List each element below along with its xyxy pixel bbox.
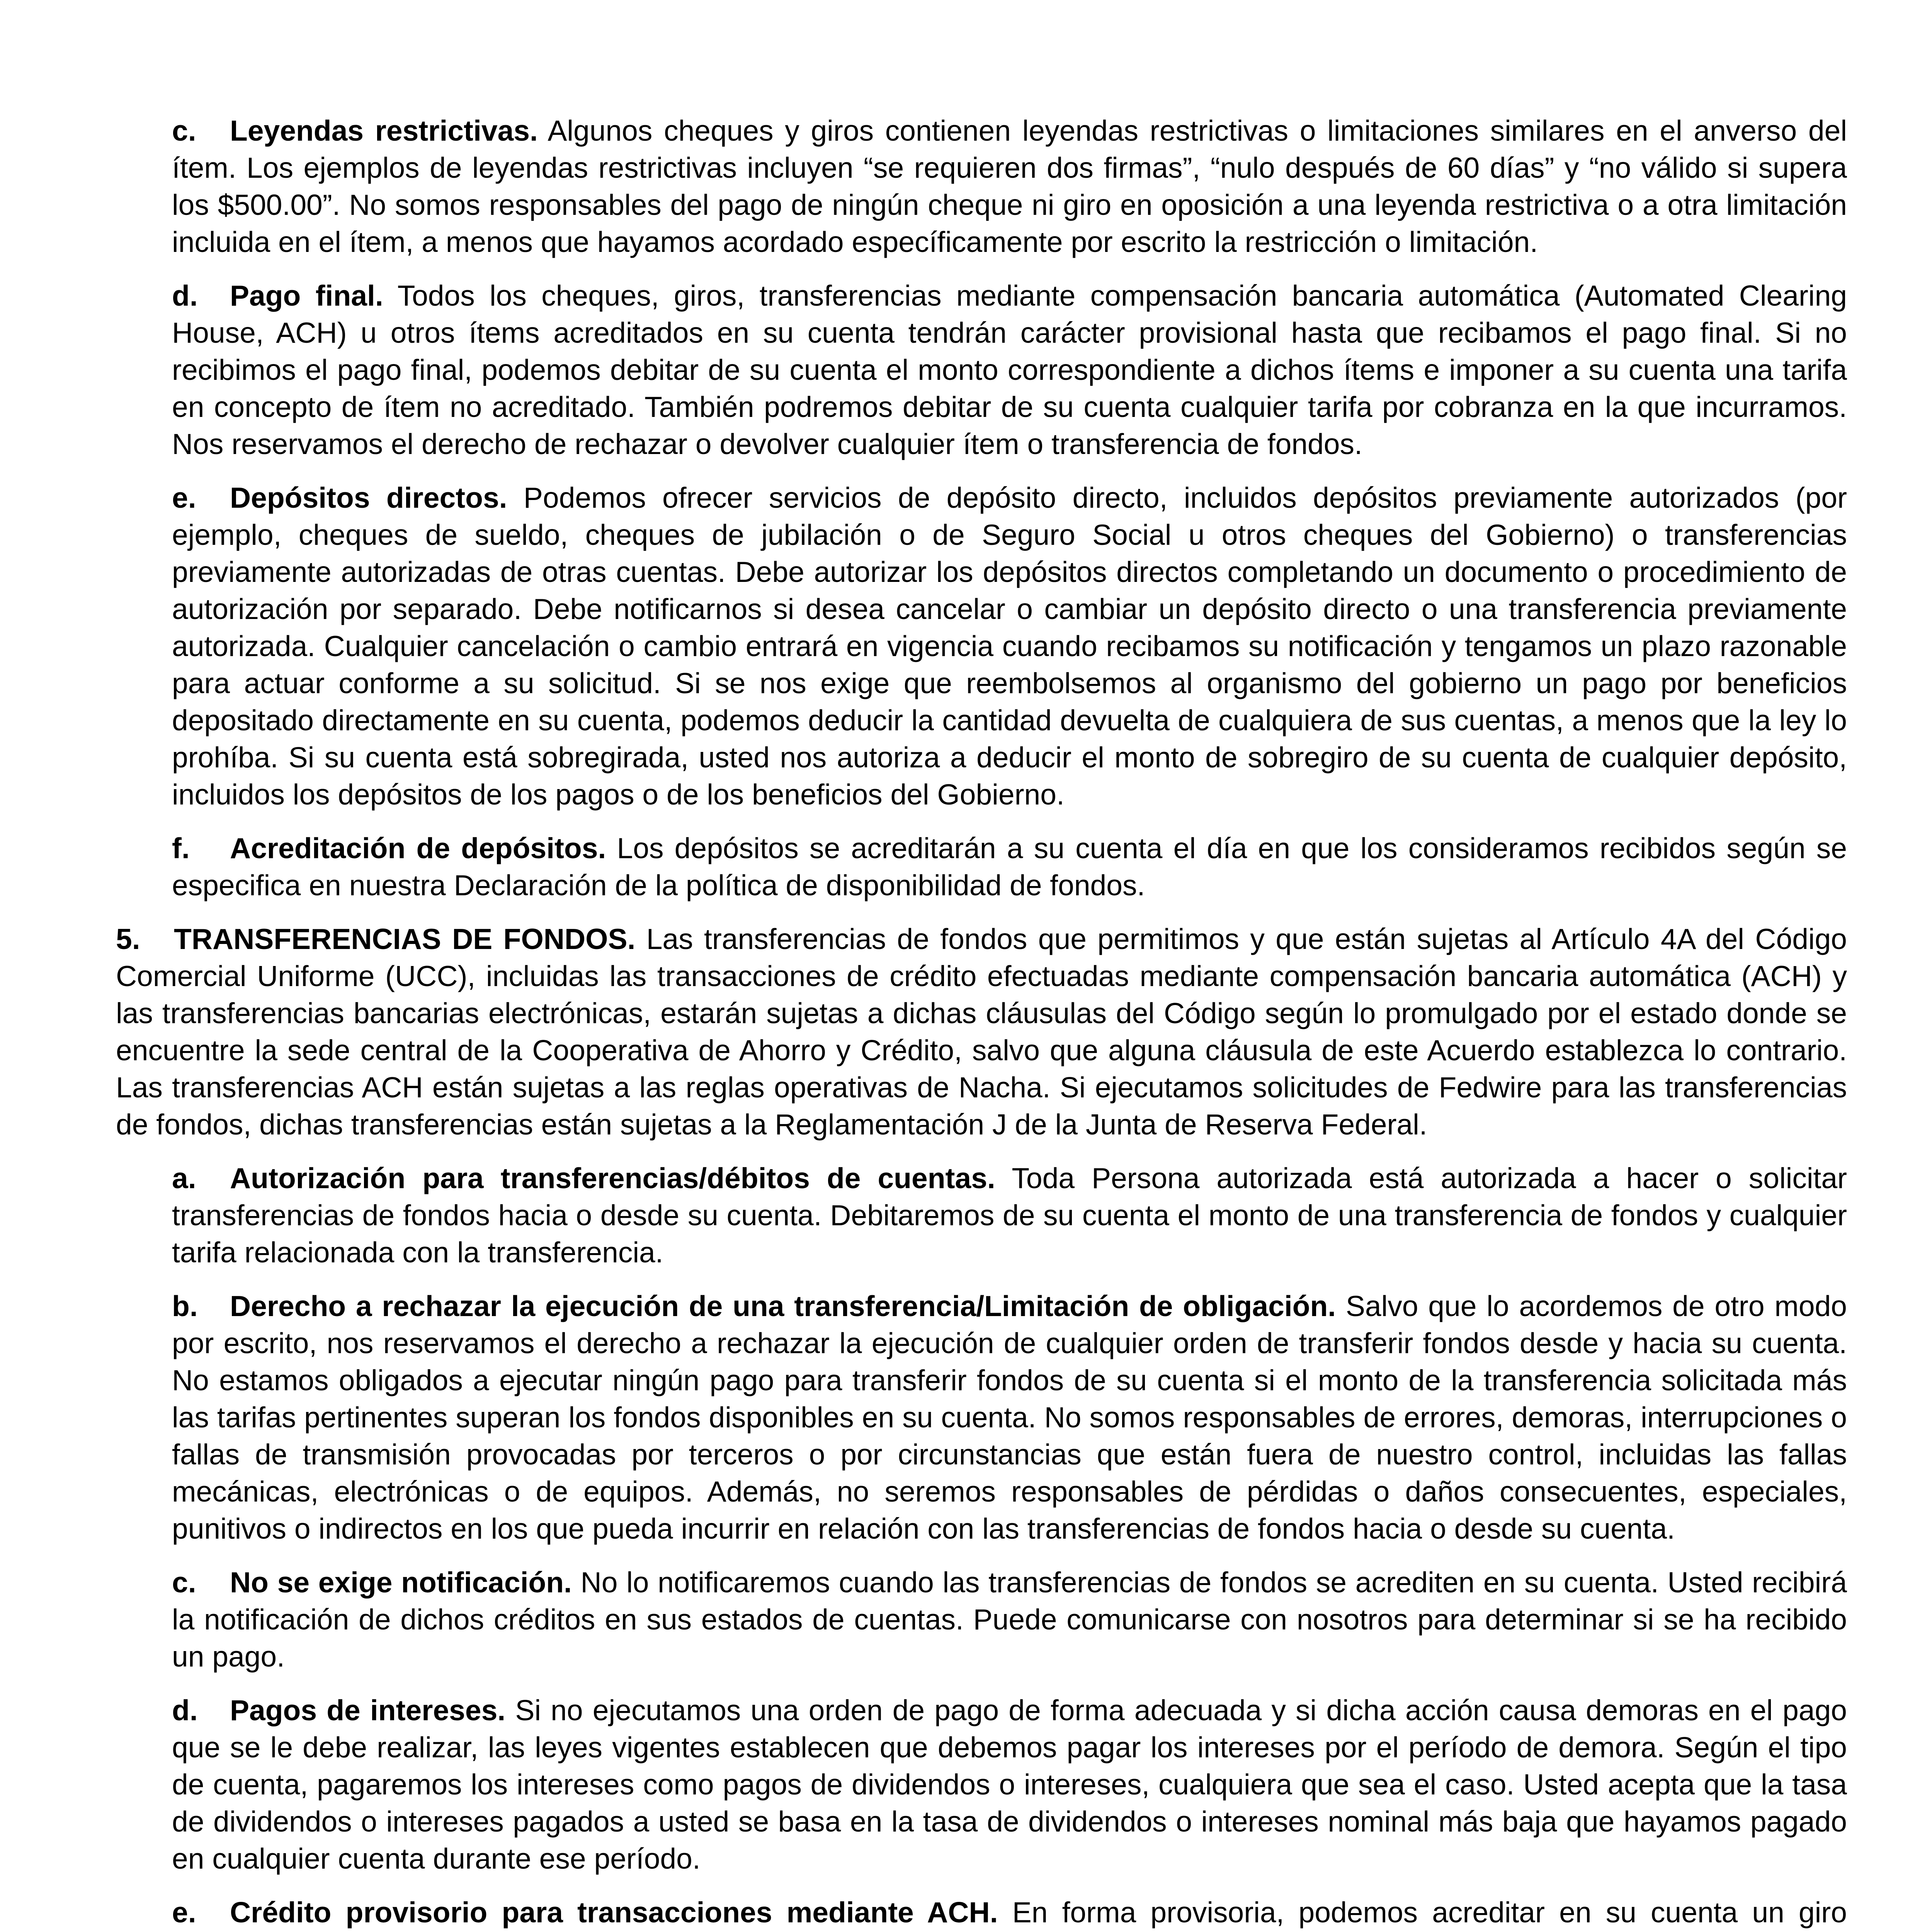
section-5-transferencias-de-fondos <box>116 920 1847 1143</box>
paragraph-5e-credito-provisorio <box>172 1894 1847 1932</box>
item-marker: d. <box>172 279 198 312</box>
paragraph-5d-pagos-de-intereses <box>172 1692 1847 1877</box>
item-marker: c. <box>172 1566 196 1599</box>
paragraph-text: En forma provisoria, podemos acreditar en su cuenta un giro <box>1012 1896 1847 1929</box>
document-body <box>116 112 1847 1932</box>
paragraph-heading: Derecho a rechazar la ejecución de una transferencia/Limitación de obligación. <box>230 1290 1336 1322</box>
paragraph-e-depositos-directos <box>172 479 1847 813</box>
section-heading: TRANSFERENCIAS DE FONDOS. <box>174 923 636 955</box>
item-marker: e. <box>172 481 196 514</box>
paragraph-text: Podemos ofrecer servicios de depósito directo, incluidos depósitos previamente autorizados (por ejemplo, cheques de sueldo, cheques de jubilación o de Seguro Social u otros cheques del Gobierno) o transferencias previamente autorizadas de otras cuentas. Debe autorizar los depósitos directos completando un documento o procedimiento de autorización por separado. Debe notificarnos si desea cancelar o cambiar un depósito directo o una transferencia previamente autorizada. Cualquier cancelación o cambio entrará en vigencia cuando recibamos su notificación y tengamos un plazo razonable para actuar conforme a su solicitud. Si se nos exige que reembolsemos al organismo del gobierno un pago por beneficios depositado directamente en su cuenta, podemos deducir la cantidad devuelta de cualquiera de sus cuentas, a menos que la ley lo prohíba. Si su cuenta está sobregirada, usted nos autoriza a deducir el monto de sobregiro de su cuenta de cualquier depósito, incluidos los depósitos de los pagos o de los beneficios del Gobierno. <box>172 481 1847 811</box>
paragraph-c-leyendas-restrictivas <box>172 112 1847 260</box>
paragraph-text: Toda Persona autorizada está autorizada a hacer o solicitar transferencias de fondos hacia o desde su cuenta. Debitaremos de su cuenta el monto de una transferencia de fondos y cualquier tarifa relacionada con la transferencia. <box>172 1162 1847 1269</box>
paragraph-heading: No se exige notificación. <box>230 1566 572 1599</box>
paragraph-5c-no-se-exige-notificacion <box>172 1564 1847 1675</box>
item-marker: b. <box>172 1290 198 1322</box>
paragraph-text: Algunos cheques y giros contienen leyendas restrictivas o limitaciones similares en el anverso del ítem. Los ejemplos de leyendas restrictivas incluyen “se requieren dos firmas”, “nulo después de 60 días” y “no válido si supera los $500.00”. No somos responsables del pago de ningún cheque ni giro en oposición a una leyenda restrictiva o a otra limitación incluida en el ítem, a menos que hayamos acordado específicamente por escrito la restricción o limitación. <box>172 114 1847 258</box>
item-marker: f. <box>172 832 190 864</box>
paragraph-heading: Depósitos directos. <box>230 481 507 514</box>
paragraph-5a-autorizacion <box>172 1160 1847 1271</box>
section-text: Las transferencias de fondos que permitimos y que están sujetas al Artículo 4A del Código Comercial Uniforme (UCC), incluidas las transacciones de crédito efectuadas mediante compensación bancaria automática (ACH) y las transferencias bancarias electrónicas, estarán sujetas a dichas cláusulas del Código según lo promulgado por el estado donde se encuentre la sede central de la Cooperativa de Ahorro y Crédito, salvo que alguna cláusula de este Acuerdo establezca lo contrario. Las transferencias ACH están sujetas a las reglas operativas de Nacha. Si ejecutamos solicitudes de Fedwire para las transferencias de fondos, dichas transferencias están sujetas a la Reglamentación J de la Junta de Reserva Federal. <box>116 923 1847 1141</box>
paragraph-heading: Acreditación de depósitos. <box>230 832 606 864</box>
paragraph-text: No lo notificaremos cuando las transferencias de fondos se acrediten en su cuenta. Usted recibirá la notificación de dichos créditos en sus estados de cuentas. Puede comunicarse con nosotros para determinar si se ha recibido un pago. <box>172 1566 1847 1673</box>
paragraph-text: Si no ejecutamos una orden de pago de forma adecuada y si dicha acción causa demoras en el pago que se le debe realizar, las leyes vigentes establecen que debemos pagar los intereses por el período de demora. Según el tipo de cuenta, pagaremos los intereses como pagos de dividendos o intereses, cualquiera que sea el caso. Usted acepta que la tasa de dividendos o intereses pagados a usted se basa en la tasa de dividendos o intereses nominal más baja que hayamos pagado en cualquier cuenta durante ese período. <box>172 1694 1847 1875</box>
paragraph-d-pago-final <box>172 277 1847 463</box>
paragraph-text: Salvo que lo acordemos de otro modo por escrito, nos reservamos el derecho a rechazar la ejecución de cualquier orden de transferir fondos desde y hacia su cuenta. No estamos obligados a ejecutar ningún pago para transferir fondos de su cuenta si el monto de la transferencia solicitada más las tarifas pertinentes superan los fondos disponibles en su cuenta. No somos responsables de errores, demoras, interrupciones o fallas de transmisión provocadas por terceros o por circunstancias que están fuera de nuestro control, incluidas las fallas mecánicas, electrónicas o de equipos. Además, no seremos responsables de pérdidas o daños consecuentes, especiales, punitivos o indirectos en los que pueda incurrir en relación con las transferencias de fondos hacia o desde su cuenta. <box>172 1290 1847 1545</box>
paragraph-f-acreditacion-de-depositos <box>172 830 1847 904</box>
paragraph-heading: Autorización para transferencias/débitos de cuentas. <box>230 1162 995 1194</box>
item-marker: a. <box>172 1162 196 1194</box>
section-number: 5. <box>116 923 140 955</box>
paragraph-text: Todos los cheques, giros, transferencias mediante compensación bancaria automática (Automated Clearing House, ACH) u otros ítems acreditados en su cuenta tendrán carácter provisional hasta que recibamos el pago final. Si no recibimos el pago final, podemos debitar de su cuenta el monto correspondiente a dichos ítems e imponer a su cuenta una tarifa en concepto de ítem no acreditado. También podremos debitar de su cuenta cualquier tarifa por cobranza en la que incurramos. Nos reservamos el derecho de rechazar o devolver cualquier ítem o transferencia de fondos. <box>172 279 1847 460</box>
paragraph-heading: Pago final. <box>230 279 383 312</box>
paragraph-text: Los depósitos se acreditarán a su cuenta el día en que los consideramos recibidos según se especifica en nuestra Declaración de la política de disponibilidad de fondos. <box>172 832 1847 901</box>
item-marker: d. <box>172 1694 198 1726</box>
paragraph-5b-derecho-a-rechazar <box>172 1287 1847 1547</box>
paragraph-heading: Leyendas restrictivas. <box>230 114 538 147</box>
item-marker: e. <box>172 1896 196 1929</box>
paragraph-heading: Crédito provisorio para transacciones mediante ACH. <box>230 1896 998 1929</box>
item-marker: c. <box>172 114 196 147</box>
paragraph-heading: Pagos de intereses. <box>230 1694 506 1726</box>
